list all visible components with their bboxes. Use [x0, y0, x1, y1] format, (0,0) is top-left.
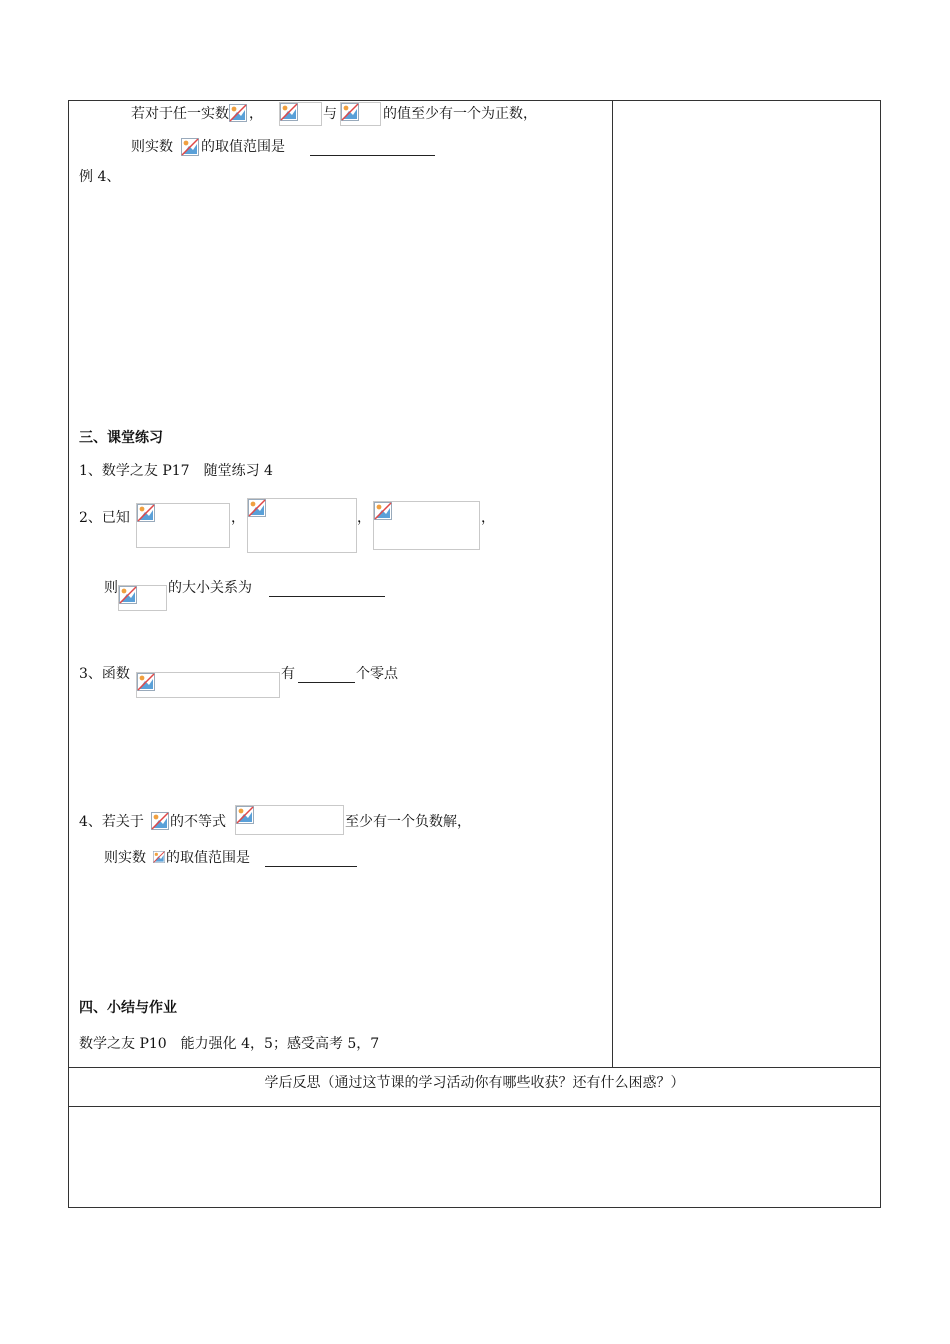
- answer-blank: [265, 852, 357, 867]
- exercise-text: 3、函数: [79, 666, 130, 682]
- formula-image-placeholder-icon: [136, 672, 280, 698]
- formula-image-placeholder-icon: [247, 498, 357, 553]
- problem-text: 与: [323, 106, 337, 122]
- exercise-text: 1、数学之友 P17 随堂练习 4: [79, 463, 273, 479]
- formula-image-placeholder-icon: [235, 805, 344, 835]
- exercise-text: 4、若关于: [79, 814, 144, 830]
- formula-image-placeholder-icon: [373, 501, 480, 550]
- formula-image-placeholder-icon: [279, 102, 322, 126]
- formula-image-placeholder-icon: [153, 848, 165, 866]
- exercise-text: 则: [104, 580, 118, 596]
- reflection-header-top-border: [68, 1067, 881, 1068]
- answer-blank: [269, 582, 385, 597]
- exercise-text: 至少有一个负数解，: [345, 814, 471, 830]
- problem-text: 若对于任一实数: [131, 106, 229, 122]
- problem-text: ，: [249, 106, 263, 122]
- problem-text: 的值至少有一个为正数，: [383, 106, 537, 122]
- formula-image-placeholder-icon: [118, 585, 167, 611]
- reflection-header-bottom-border: [68, 1106, 881, 1107]
- formula-image-placeholder-icon: [229, 104, 247, 122]
- exercise-text: ，: [481, 510, 495, 526]
- exercise-text: 个零点: [356, 666, 398, 682]
- exercise-text: 的大小关系为: [168, 580, 252, 596]
- exercise-text: 2、已知: [79, 510, 130, 526]
- formula-image-placeholder-icon: [136, 503, 230, 548]
- problem-text: 的取值范围是: [201, 139, 285, 155]
- homework-text: 数学之友 P10 能力强化 4，5；感受高考 5，7: [79, 1036, 380, 1052]
- exercise-text: ，: [231, 510, 245, 526]
- answer-blank: [310, 141, 435, 156]
- formula-image-placeholder-icon: [340, 102, 381, 126]
- reflection-heading: 学后反思（通过这节课的学习活动你有哪些收获？还有什么困惑？）: [264, 1075, 685, 1091]
- exercise-text: 有: [281, 666, 295, 682]
- problem-text: 则实数: [131, 139, 173, 155]
- exercise-text: ，: [357, 510, 371, 526]
- formula-image-placeholder-icon: [151, 812, 169, 830]
- example-label: 例 4、: [79, 169, 121, 185]
- section-heading: 四、小结与作业: [79, 1000, 177, 1016]
- formula-image-placeholder-icon: [181, 138, 199, 156]
- exercise-text: 的取值范围是: [166, 850, 250, 866]
- answer-blank: [298, 668, 355, 683]
- notes-column-divider: [612, 100, 613, 1068]
- exercise-text: 则实数: [104, 850, 146, 866]
- section-heading: 三、课堂练习: [79, 430, 163, 446]
- exercise-text: 的不等式: [170, 814, 226, 830]
